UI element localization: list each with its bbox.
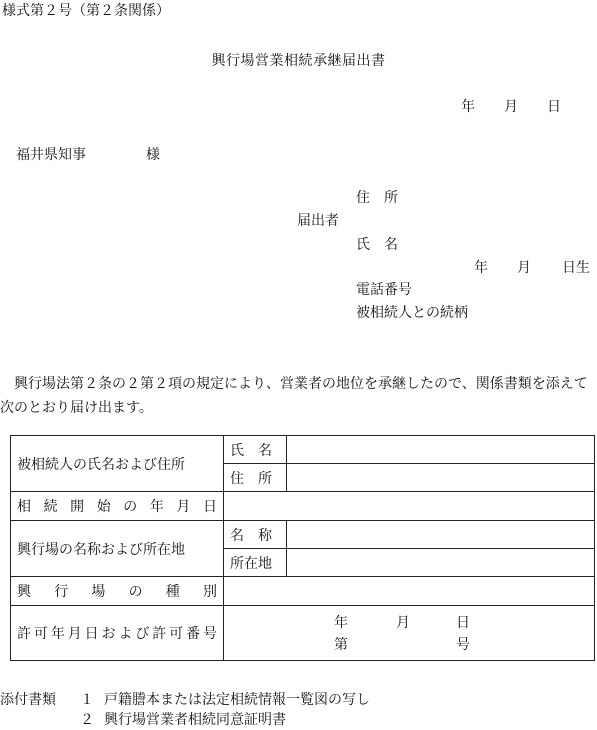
date-month-label: 月	[504, 99, 518, 115]
label-char: 別	[202, 584, 217, 600]
decedent-address-field[interactable]	[287, 464, 595, 492]
label-char: 可	[169, 626, 184, 642]
label-char: 可	[33, 626, 48, 642]
decedent-address-label: 住 所	[224, 464, 287, 492]
attachments	[0, 690, 370, 730]
inheritance-date-field[interactable]	[224, 492, 595, 521]
label-char: 興	[17, 584, 31, 600]
label-char: 行	[54, 584, 69, 600]
label-char: 月	[67, 626, 82, 642]
permit-day-label: 日	[456, 615, 470, 631]
label-char: び	[135, 626, 150, 642]
facility-label: 興行場の名称および所在地	[11, 521, 224, 577]
decedent-name-label: 氏 名	[224, 436, 287, 464]
attachments-heading: 添付書類	[0, 692, 56, 708]
info-table	[10, 435, 595, 661]
label-char: 日	[202, 499, 217, 515]
facility-location-label: 所在地	[224, 549, 287, 577]
birth-day-label: 日生	[562, 260, 590, 276]
applicant-name-label: 氏 名	[356, 237, 398, 253]
permit-year-label: 年	[334, 615, 348, 631]
intro-paragraph: 興行場法第２条の２第２項の規定により、営業者の地位を承継したので、関係書類を添えて次のとおり届け出ます。	[0, 376, 588, 416]
label-char: 場	[91, 584, 106, 600]
facility-name-field[interactable]	[287, 521, 595, 549]
permit-number-suffix: 号	[456, 637, 470, 653]
permit-month-label: 月	[396, 615, 410, 631]
label-char: よ	[118, 626, 133, 642]
table-row	[11, 521, 595, 549]
label-char: 相	[17, 499, 31, 515]
label-char: 許	[152, 626, 167, 642]
attachment-text: 戸籍謄本または法定相続情報一覧図の写し	[104, 692, 370, 708]
label-char: 号	[202, 626, 217, 642]
applicant-relation-label: 被相続人との続柄	[356, 305, 468, 321]
birth-year-label: 年	[474, 260, 488, 276]
table-row	[11, 577, 595, 606]
label-char: 許	[17, 626, 31, 642]
type-field[interactable]	[224, 577, 595, 606]
label-char: 始	[96, 499, 111, 515]
label-char: 開	[70, 499, 85, 515]
inheritance-date-label	[11, 492, 224, 521]
label-char: 年	[50, 626, 65, 642]
addressee-name: 福井県知事	[16, 147, 86, 163]
page-title: 興行場営業相続承継届出書	[211, 53, 386, 69]
form-number: 様式第２号（第２条関係）	[2, 3, 170, 19]
attachment-text: 興行場営業者相続同意証明書	[104, 712, 286, 728]
label-char: 月	[176, 499, 191, 515]
label-char: の	[128, 584, 143, 600]
inheritance-date-label-text	[17, 496, 217, 516]
attachment-number: １	[80, 692, 94, 708]
label-char: の	[123, 499, 138, 515]
decedent-label: 被相続人の氏名および住所	[11, 436, 224, 492]
table-row	[11, 492, 595, 521]
permit-number-prefix: 第	[334, 637, 348, 653]
date-day-label: 日	[547, 99, 561, 115]
label-char: 番	[186, 626, 201, 642]
label-char: 続	[43, 499, 58, 515]
permit-label	[11, 606, 224, 661]
label-char: 種	[165, 584, 180, 600]
facility-name-label: 名 称	[224, 521, 287, 549]
attachment-number: ２	[80, 712, 94, 728]
applicant-address-label: 住 所	[356, 190, 398, 206]
attachment-item	[0, 710, 370, 730]
type-label-text	[17, 581, 217, 601]
facility-location-field[interactable]	[287, 549, 595, 577]
table-row	[11, 606, 595, 661]
attachment-item	[0, 690, 370, 710]
birth-month-label: 月	[517, 260, 531, 276]
table-row	[11, 436, 595, 464]
permit-field[interactable]	[224, 606, 595, 661]
applicant-role-label: 届出者	[297, 213, 339, 229]
decedent-name-field[interactable]	[287, 436, 595, 464]
label-char: 日	[84, 626, 99, 642]
type-label	[11, 577, 224, 606]
label-char: お	[101, 626, 116, 642]
addressee-honorific: 様	[146, 147, 160, 163]
applicant-phone-label: 電話番号	[356, 282, 412, 298]
date-year-label: 年	[461, 99, 475, 115]
label-char: 年	[149, 499, 164, 515]
permit-label-text	[17, 623, 217, 643]
